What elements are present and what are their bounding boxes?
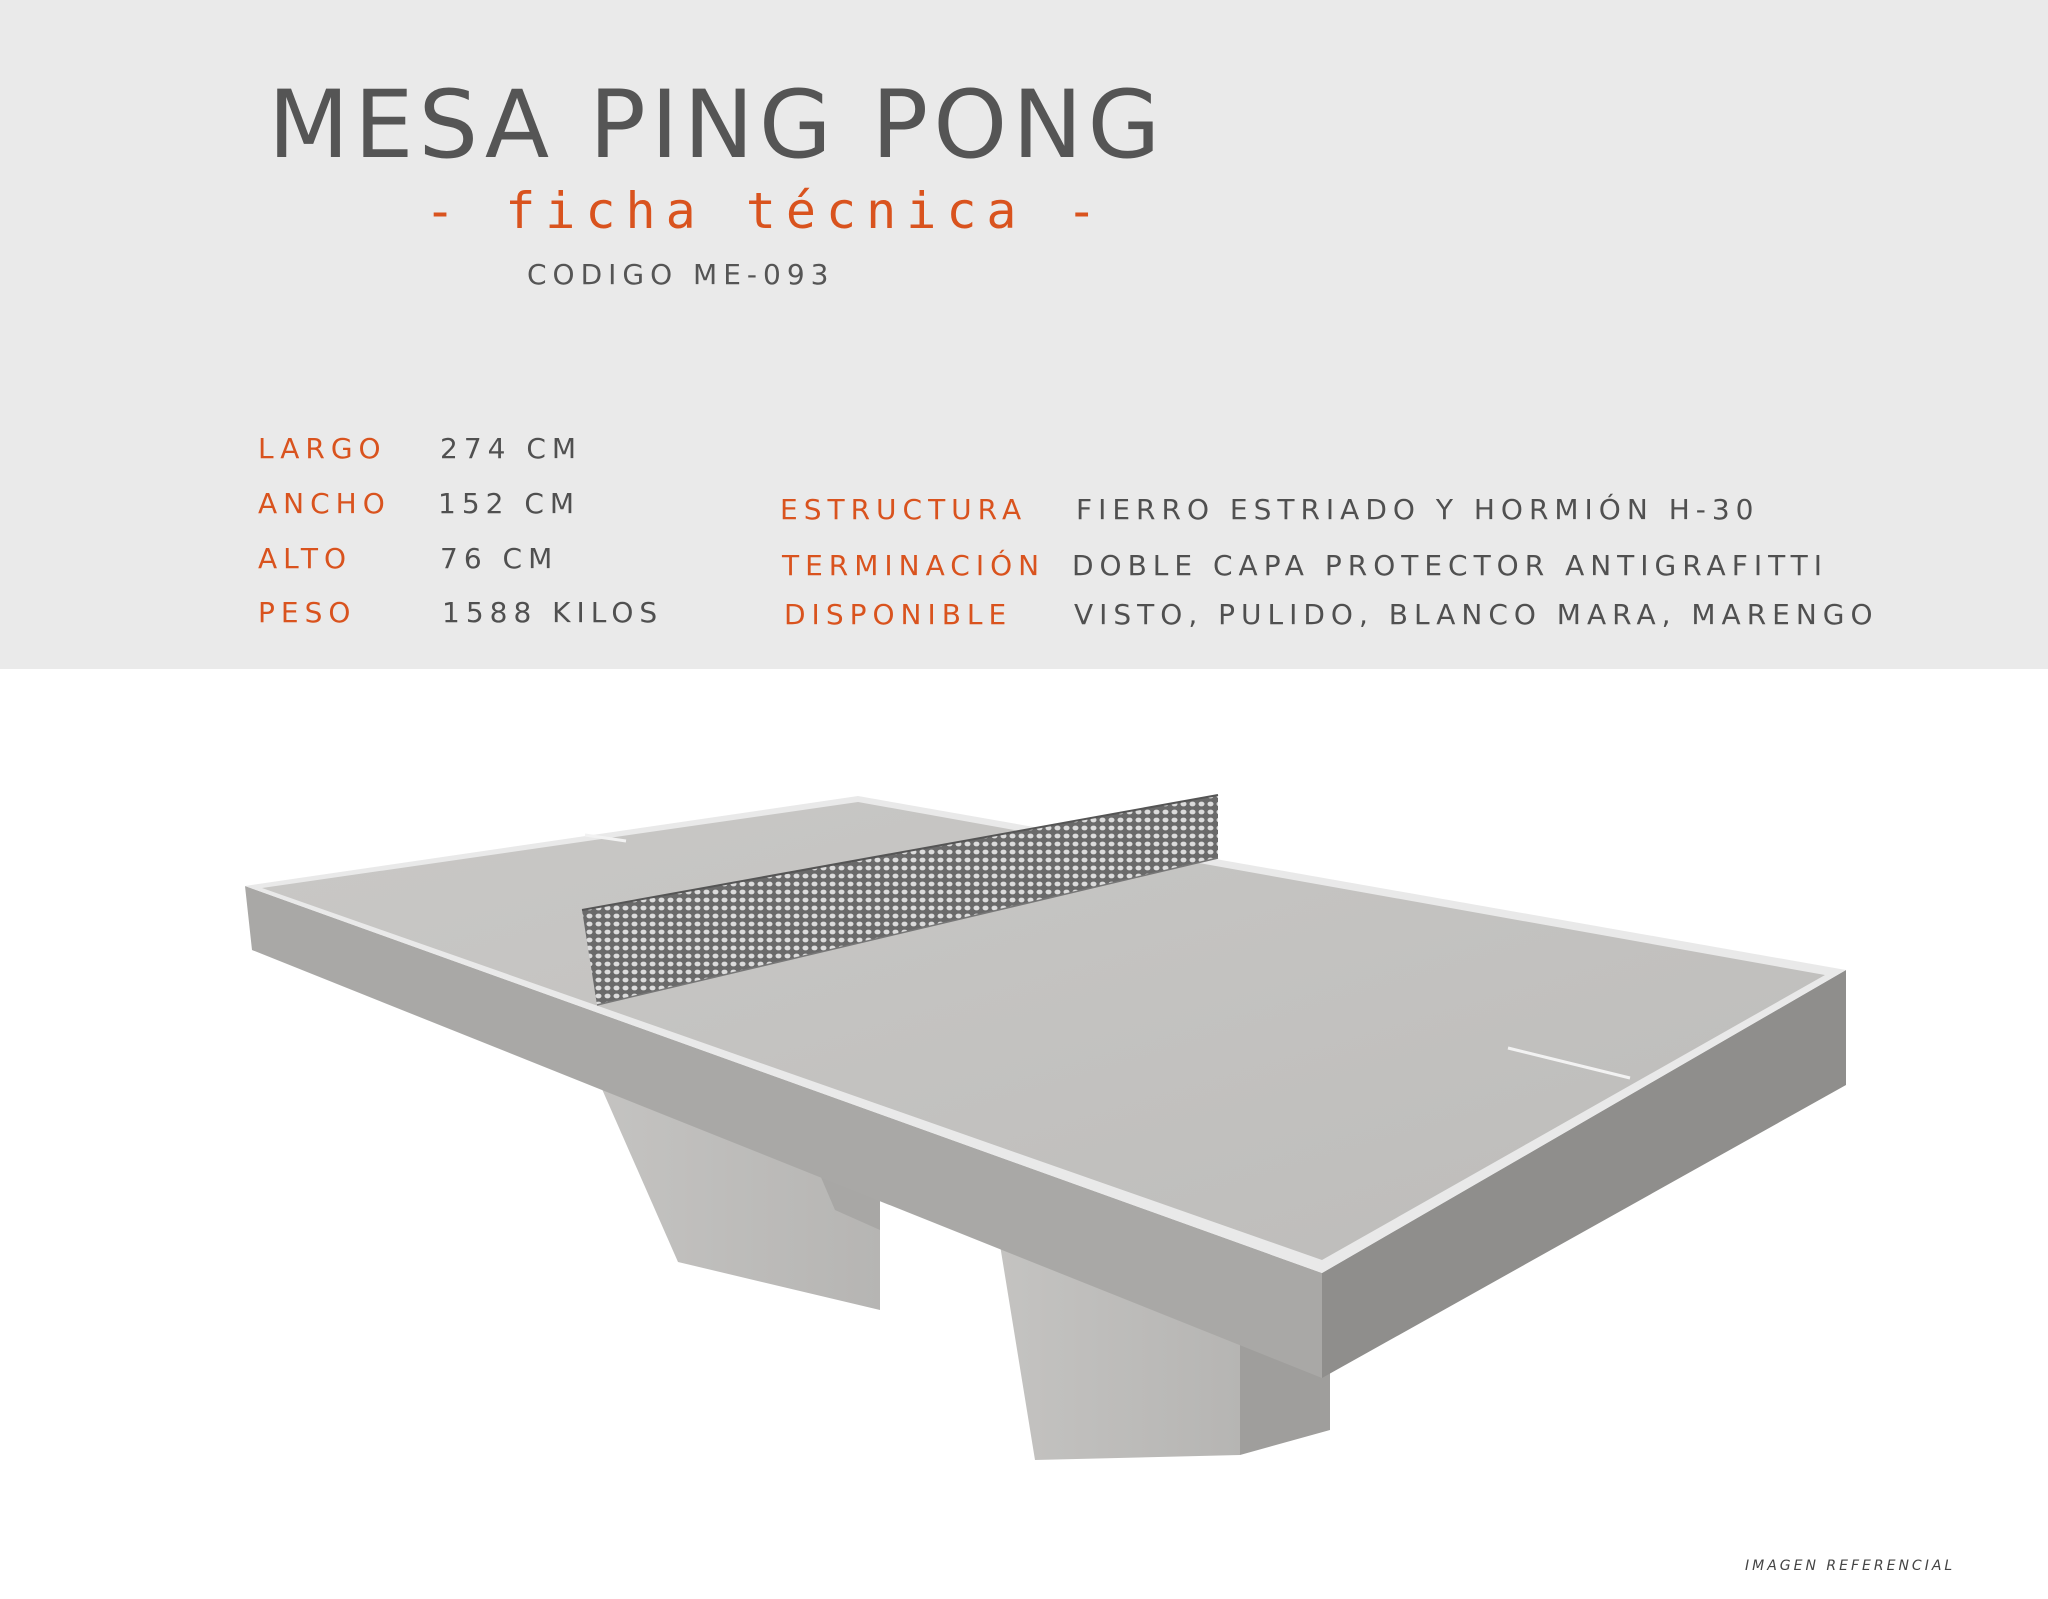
spec-value: 76 CM (440, 542, 559, 575)
spec-label: TERMINACIÓN (782, 549, 1046, 582)
page-title: MESA PING PONG (268, 71, 1166, 180)
spec-value: 1588 KILOS (442, 596, 664, 629)
spec-label: ESTRUCTURA (780, 493, 1028, 526)
spec-value: FIERRO ESTRIADO Y HORMIÓN H-30 (1076, 493, 1760, 526)
spec-label: LARGO (258, 432, 387, 465)
spec-label: ANCHO (258, 487, 391, 520)
reference-image-note: IMAGEN REFERENCIAL (1745, 1558, 1956, 1574)
product-code: CODIGO ME-093 (527, 258, 835, 291)
spec-label: DISPONIBLE (784, 598, 1013, 631)
spec-value: VISTO, PULIDO, BLANCO MARA, MARENGO (1074, 598, 1879, 631)
ping-pong-table-illustration (0, 669, 2048, 1549)
spec-value: DOBLE CAPA PROTECTOR ANTIGRAFITTI (1072, 549, 1829, 582)
header-panel (0, 0, 2048, 669)
spec-value: 152 CM (438, 487, 581, 520)
spec-label: ALTO (258, 542, 353, 575)
spec-value: 274 CM (440, 432, 583, 465)
page-subtitle: - ficha técnica - (425, 182, 1107, 240)
spec-label: PESO (258, 596, 357, 629)
